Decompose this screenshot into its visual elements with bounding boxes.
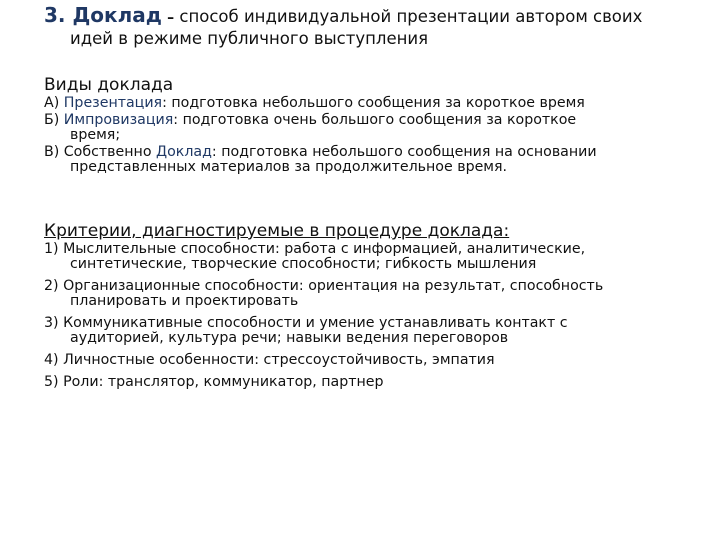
report-types-section bbox=[44, 74, 704, 177]
criteria-continuation: аудиторией, культура речи; навыки ведения переговоров bbox=[70, 330, 509, 346]
report-type-item bbox=[44, 113, 704, 143]
item-term: Доклад bbox=[156, 144, 212, 160]
criteria-continuation: синтетические, творческие способности; гибкость мышления bbox=[70, 256, 537, 272]
criteria-text: 5) Роли: транслятор, коммуникатор, партнер bbox=[44, 374, 384, 390]
report-type-item bbox=[44, 145, 704, 175]
slide-title-number: 3. Доклад bbox=[44, 3, 162, 27]
criteria-item bbox=[44, 316, 704, 346]
report-type-item bbox=[44, 96, 704, 111]
item-prefix: А) bbox=[44, 95, 64, 111]
criteria-item bbox=[44, 375, 704, 390]
item-prefix: В) Собственно bbox=[44, 144, 157, 160]
item-description: : подготовка небольшого сообщения за короткое время bbox=[162, 95, 585, 111]
criteria-continuation: планировать и проектировать bbox=[70, 293, 299, 309]
title-dash: – bbox=[167, 10, 175, 26]
criteria-text: 3) Коммуникативные способности и умение устанавливать контакт с bbox=[44, 315, 568, 331]
item-description: : подготовка небольшого сообщения на основании bbox=[211, 144, 597, 160]
title-rest: способ индивидуальной презентации автором своих bbox=[174, 7, 643, 26]
title-line bbox=[44, 4, 704, 29]
criteria-item bbox=[44, 279, 704, 309]
item-term: Презентация bbox=[63, 95, 163, 111]
criteria-section bbox=[44, 220, 704, 397]
item-continuation: время; bbox=[70, 127, 121, 143]
criteria-text: 1) Мыслительные способности: работа с информацией, аналитические, bbox=[44, 241, 586, 257]
criteria-text: 2) Организационные способности: ориентация на результат, способность bbox=[44, 278, 604, 294]
criteria-item bbox=[44, 242, 704, 272]
criteria-text: 4) Личностные особенности: стрессоустойчивость, эмпатия bbox=[44, 352, 495, 368]
slide-header bbox=[44, 4, 704, 49]
item-description: : подготовка очень большого сообщения за короткое bbox=[173, 112, 577, 128]
item-continuation: представленных материалов за продолжительное время. bbox=[70, 159, 508, 175]
criteria-heading: Критерии, диагностируемые в процедуре доклада: bbox=[44, 221, 510, 241]
title-continuation: идей в режиме публичного выступления bbox=[70, 29, 429, 48]
criteria-item bbox=[44, 353, 704, 368]
item-prefix: Б) bbox=[44, 112, 64, 128]
item-term: Импровизация bbox=[63, 112, 174, 128]
report-types-heading: Виды доклада bbox=[44, 75, 174, 95]
